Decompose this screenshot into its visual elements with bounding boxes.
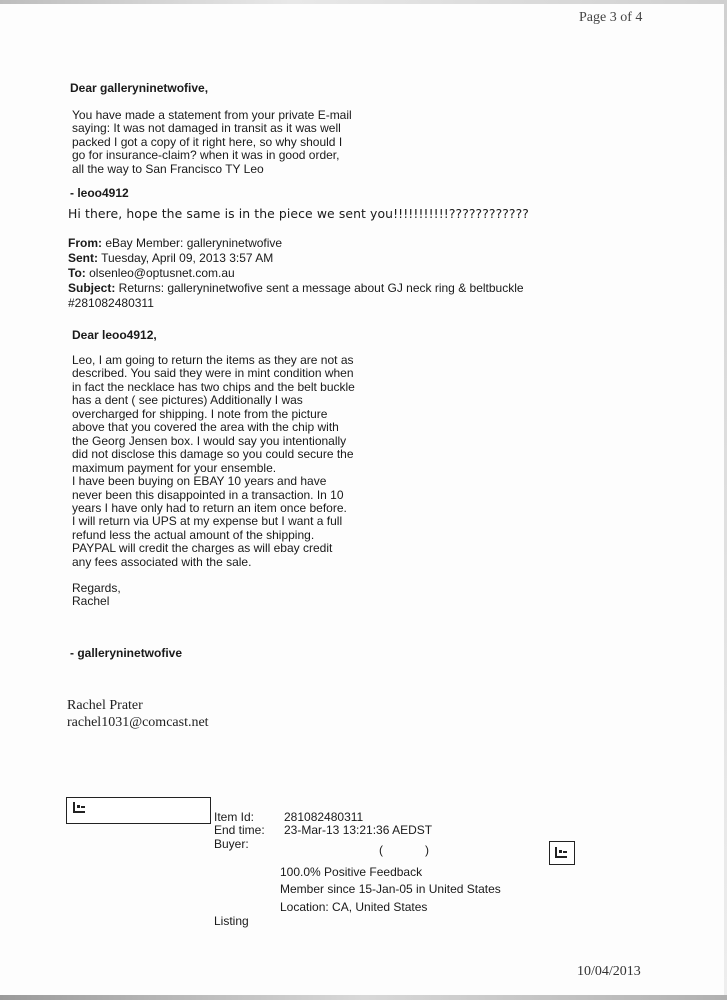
from-row xyxy=(68,236,524,251)
second-line-12: years I have only had to return an item once before. xyxy=(72,500,347,515)
second-line-11: never been this disappointed in a transaction. In 10 xyxy=(72,487,344,502)
email-header xyxy=(68,236,524,311)
second-line-5: overcharged for shipping. I note from the picture xyxy=(72,406,328,421)
buyer-close-paren: ) xyxy=(425,843,429,857)
buyer-row xyxy=(214,838,432,851)
subject-value: Returns: galleryninetwofive sent a message about GJ neck ring & beltbuckle xyxy=(115,281,524,295)
buyer-open-paren: ( xyxy=(379,843,383,857)
sender-signature xyxy=(67,697,209,731)
page-number: Page 3 of 4 xyxy=(579,10,643,25)
first-line-1: You have made a statement from your private E-mail xyxy=(72,108,352,122)
first-line-4: go for insurance-claim? when it was in good order, xyxy=(72,148,340,163)
sender-email: rachel1031@comcast.net xyxy=(67,715,209,730)
second-line-4: has a dent ( see pictures) Additionally I was xyxy=(72,393,303,408)
closing: Regards, xyxy=(72,581,121,595)
second-line-2: described. You said they were in mint condition when xyxy=(72,366,354,381)
location: Location: CA, United States xyxy=(280,899,428,914)
second-signature: - galleryninetwofive xyxy=(70,646,183,660)
subject-label: Subject: xyxy=(68,281,116,295)
sent-row xyxy=(68,251,524,266)
end-time-label: End time: xyxy=(214,823,265,838)
second-line-10: I have been buying on EBAY 10 years and have xyxy=(72,474,327,489)
subject-row xyxy=(68,281,524,296)
closing-block xyxy=(72,582,121,609)
item-details xyxy=(214,811,432,851)
second-line-9: maximum payment for your ensemble. xyxy=(72,460,277,475)
sent-value: Tuesday, April 09, 2013 3:57 AM xyxy=(98,251,274,265)
sent-label: Sent: xyxy=(68,251,98,265)
second-line-8: did not disclose this damage so you could secure the xyxy=(72,447,354,462)
closing-name: Rachel xyxy=(72,594,110,609)
end-time-value: 23-Mar-13 13:21:36 AEDST xyxy=(284,823,433,838)
buyer-label: Buyer: xyxy=(214,836,249,851)
second-line-1: Leo, I am going to return the items as they are not as xyxy=(72,353,354,367)
to-value: olsenleo@optusnet.com.au xyxy=(85,266,235,280)
listing-image-box[interactable] xyxy=(66,797,211,824)
end-time-row xyxy=(214,824,432,837)
second-line-6: above that you covered the area with the chip with xyxy=(72,420,339,435)
from-value: eBay Member: galleryninetwofive xyxy=(102,236,283,250)
first-signature: - leoo4912 xyxy=(70,186,129,200)
subject-continuation: #281082480311 xyxy=(68,296,154,310)
second-line-13: I will return via UPS at my expense but I want a full xyxy=(72,514,343,529)
listing-label: Listing xyxy=(214,914,249,928)
second-line-7: the Georg Jensen box. I would say you intentionally xyxy=(72,433,347,448)
broken-image-icon xyxy=(73,802,85,813)
first-line-5: all the way to San Francisco TY Leo xyxy=(72,161,264,176)
footer-date: 10/04/2013 xyxy=(577,964,641,979)
to-label: To: xyxy=(68,266,86,280)
second-message-body xyxy=(72,354,355,569)
buyer-details xyxy=(280,864,501,916)
first-message-body xyxy=(72,109,352,176)
scan-edge-top xyxy=(0,0,727,4)
reply-line: Hi there, hope the same is in the piece we sent you!!!!!!!!!!!???????????? xyxy=(68,206,529,221)
second-line-3: in fact the necklace has two chips and the belt buckle xyxy=(72,379,355,394)
first-greeting: Dear galleryninetwofive, xyxy=(70,81,209,95)
buyer-image-box[interactable] xyxy=(549,841,575,865)
item-id-label: Item Id: xyxy=(214,810,255,824)
first-line-3: packed I got a copy of it right here, so why should I xyxy=(72,134,343,149)
buyer-broken-image-icon xyxy=(555,847,567,858)
item-id-value: 281082480311 xyxy=(284,810,364,824)
item-id-row xyxy=(214,811,432,824)
second-line-15: PAYPAL will credit the charges as will ebay credit xyxy=(72,541,333,556)
second-line-16: any fees associated with the sale. xyxy=(72,554,252,569)
to-row xyxy=(68,266,524,281)
feedback: 100.0% Positive Feedback xyxy=(280,865,423,879)
second-greeting: Dear leoo4912, xyxy=(72,328,157,342)
first-line-2: saying: It was not damaged in transit as it was well xyxy=(72,121,341,136)
from-label: From: xyxy=(68,236,102,250)
second-line-14: refund less the actual amount of the shipping. xyxy=(72,527,315,542)
scan-edge-bottom xyxy=(0,995,727,1000)
member-since: Member since 15-Jan-05 in United States xyxy=(280,882,501,897)
sender-name: Rachel Prater xyxy=(67,698,143,713)
